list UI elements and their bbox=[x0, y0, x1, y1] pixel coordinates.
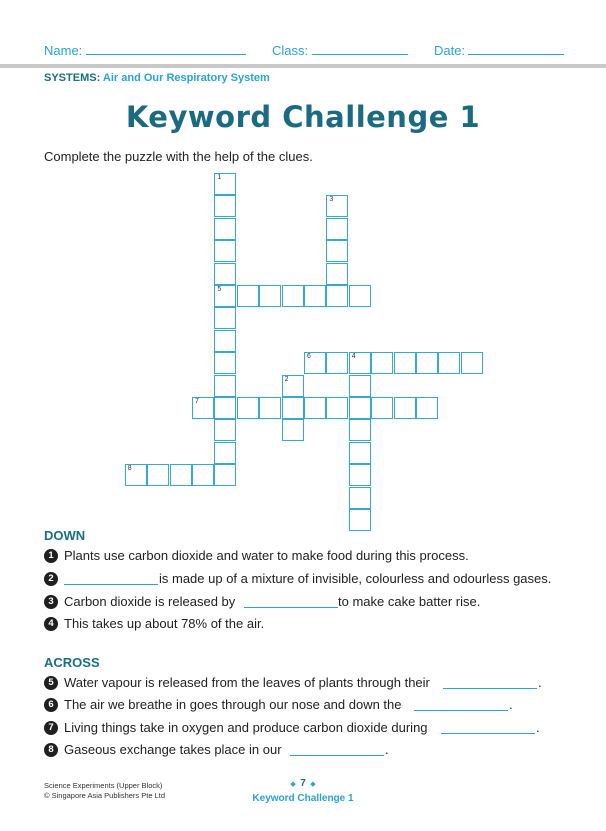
crossword-cell[interactable] bbox=[214, 218, 236, 240]
clue-text: . bbox=[385, 742, 389, 757]
systems-topic: Air and Our Respiratory System bbox=[102, 72, 270, 84]
crossword-cell[interactable] bbox=[326, 195, 348, 217]
crossword-cell[interactable] bbox=[214, 464, 236, 486]
date-label: Date: bbox=[434, 43, 466, 58]
crossword-cell[interactable] bbox=[349, 487, 371, 509]
class-label: Class: bbox=[272, 43, 309, 58]
clue-text: Living things take in oxygen and produce carbon dioxide during bbox=[64, 720, 428, 735]
cell-number: 7 bbox=[195, 398, 199, 405]
date-field[interactable] bbox=[468, 54, 564, 55]
answer-blank[interactable] bbox=[244, 607, 338, 608]
crossword-cell[interactable] bbox=[259, 397, 281, 419]
crossword-cell[interactable] bbox=[282, 285, 304, 307]
crossword-cell[interactable] bbox=[214, 375, 236, 397]
crossword-cell[interactable] bbox=[282, 397, 304, 419]
crossword-cell[interactable] bbox=[416, 397, 438, 419]
crossword-cell[interactable] bbox=[214, 330, 236, 352]
clue-text: . bbox=[538, 675, 542, 690]
clue-text: is made up of a mixture of invisible, colourless and odourless gases. bbox=[159, 571, 552, 586]
crossword-cell[interactable] bbox=[214, 263, 236, 285]
crossword-cell[interactable] bbox=[214, 352, 236, 374]
name-label: Name: bbox=[44, 43, 83, 58]
class-field[interactable] bbox=[312, 54, 408, 55]
clue-number-badge: 7 bbox=[44, 721, 58, 735]
crossword-cell[interactable] bbox=[349, 464, 371, 486]
header-divider bbox=[0, 64, 606, 68]
crossword-cell[interactable] bbox=[326, 397, 348, 419]
crossword-cell[interactable] bbox=[349, 419, 371, 441]
cell-number: 3 bbox=[329, 196, 334, 204]
clue-number-badge: 4 bbox=[44, 617, 58, 631]
clue-number-badge: 5 bbox=[44, 676, 58, 690]
page-number: 7 bbox=[300, 778, 306, 789]
systems-label: SYSTEMS: bbox=[44, 72, 101, 84]
crossword-cell[interactable] bbox=[237, 397, 259, 419]
crossword-cell[interactable] bbox=[349, 375, 371, 397]
footer-copyright: © Singapore Asia Publishers Pte Ltd bbox=[44, 791, 166, 800]
diamond-icon: ◆ bbox=[310, 781, 316, 788]
crossword-cell[interactable] bbox=[214, 419, 236, 441]
crossword-cell[interactable] bbox=[170, 464, 192, 486]
clue-text: The air we breathe in goes through our nose and down the bbox=[64, 697, 402, 712]
crossword-cell[interactable] bbox=[326, 240, 348, 262]
answer-blank[interactable] bbox=[290, 755, 384, 756]
cell-number: 2 bbox=[284, 375, 289, 383]
student-info-row bbox=[44, 43, 564, 59]
crossword-cell[interactable] bbox=[304, 397, 326, 419]
crossword-cell[interactable] bbox=[349, 509, 371, 531]
crossword-cell[interactable] bbox=[326, 218, 348, 240]
instruction-text: Complete the puzzle with the help of the clues. bbox=[44, 149, 313, 164]
crossword-cell[interactable] bbox=[237, 285, 259, 307]
crossword-cell[interactable] bbox=[438, 352, 460, 374]
footer-page-title: Keyword Challenge 1 bbox=[252, 793, 354, 804]
clue-text: . bbox=[536, 720, 540, 735]
crossword-cell[interactable] bbox=[349, 397, 371, 419]
crossword-cell[interactable] bbox=[282, 419, 304, 441]
crossword-cell[interactable] bbox=[214, 442, 236, 464]
clue-text: . bbox=[509, 697, 513, 712]
crossword-cell[interactable] bbox=[214, 285, 236, 307]
cell-number: 6 bbox=[307, 353, 311, 361]
crossword-cell[interactable] bbox=[192, 397, 214, 419]
clue-number-badge: 8 bbox=[44, 743, 58, 757]
crossword-cell[interactable] bbox=[214, 240, 236, 262]
crossword-cell[interactable] bbox=[326, 352, 348, 374]
clue-text: to make cake batter rise. bbox=[338, 594, 481, 609]
crossword-cell[interactable] bbox=[304, 352, 326, 374]
clue-text: Carbon dioxide is released by bbox=[64, 594, 236, 609]
answer-blank[interactable] bbox=[414, 710, 508, 711]
crossword-cell[interactable] bbox=[371, 397, 393, 419]
clue-text: Plants use carbon dioxide and water to make food during this process. bbox=[64, 548, 469, 563]
crossword-cell[interactable] bbox=[282, 375, 304, 397]
crossword-cell[interactable] bbox=[416, 352, 438, 374]
crossword-cell[interactable] bbox=[214, 307, 236, 329]
footer-book-title: Science Experiments (Upper Block) bbox=[44, 781, 163, 790]
answer-blank[interactable] bbox=[443, 688, 537, 689]
cell-number: 5 bbox=[217, 286, 222, 293]
crossword-cell[interactable] bbox=[214, 397, 236, 419]
answer-blank[interactable] bbox=[64, 584, 158, 585]
crossword-cell[interactable] bbox=[192, 464, 214, 486]
clue-text: Gaseous exchange takes place in our bbox=[64, 742, 282, 757]
crossword-cell[interactable] bbox=[147, 464, 169, 486]
name-field[interactable] bbox=[86, 54, 246, 55]
crossword-cell[interactable] bbox=[214, 173, 236, 195]
answer-blank[interactable] bbox=[441, 733, 535, 734]
clue-text: This takes up about 78% of the air. bbox=[64, 616, 265, 631]
clue-number-badge: 6 bbox=[44, 698, 58, 712]
across-heading: ACROSS bbox=[44, 655, 100, 670]
cell-number: 4 bbox=[351, 353, 356, 361]
crossword-cell[interactable] bbox=[349, 442, 371, 464]
clue-number-badge: 3 bbox=[44, 595, 58, 609]
crossword-cell[interactable] bbox=[214, 195, 236, 217]
down-heading: DOWN bbox=[44, 528, 86, 543]
crossword-cell[interactable] bbox=[125, 464, 147, 486]
cell-number: 1 bbox=[217, 174, 222, 181]
cell-number: 8 bbox=[127, 465, 132, 473]
systems-subtitle bbox=[44, 72, 270, 84]
crossword-cell[interactable] bbox=[371, 352, 393, 374]
page-title: Keyword Challenge 1 bbox=[125, 100, 481, 134]
footer-page-info bbox=[0, 773, 606, 804]
crossword-cell[interactable] bbox=[349, 352, 371, 374]
crossword-cell[interactable] bbox=[394, 397, 416, 419]
clue-number-badge: 2 bbox=[44, 572, 58, 586]
crossword-cell[interactable] bbox=[394, 352, 416, 374]
crossword-cell[interactable] bbox=[326, 263, 348, 285]
diamond-icon: ◆ bbox=[290, 781, 296, 788]
clue-number-badge: 1 bbox=[44, 549, 58, 563]
crossword-cell[interactable] bbox=[304, 285, 326, 307]
crossword-cell[interactable] bbox=[326, 285, 348, 307]
crossword-cell[interactable] bbox=[349, 285, 371, 307]
clue-text: Water vapour is released from the leaves of plants through their bbox=[64, 675, 430, 690]
crossword-cell[interactable] bbox=[461, 352, 483, 374]
crossword-cell[interactable] bbox=[259, 285, 281, 307]
